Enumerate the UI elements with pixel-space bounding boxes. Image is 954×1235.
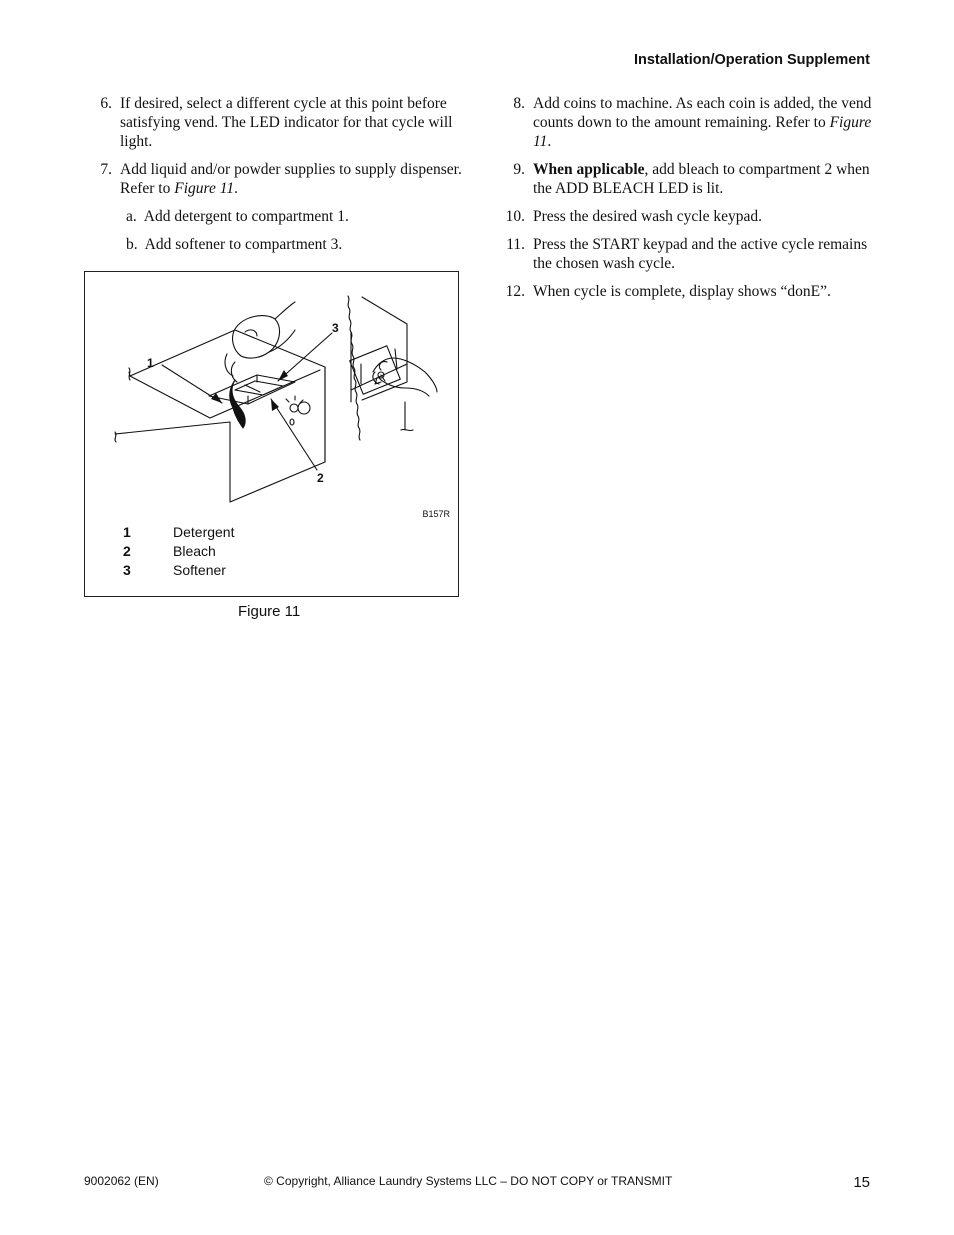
step-number: 6. (100, 95, 112, 112)
step-number: 8. (513, 95, 525, 112)
step-number: 7. (100, 161, 112, 178)
step-text-end: . (234, 180, 238, 197)
left-column (84, 94, 462, 263)
copyright-notice: © Copyright, Alliance Laundry Systems LLC – DO NOT COPY or TRANSMIT (264, 1174, 673, 1188)
step-number: 10. (505, 208, 525, 225)
figure-11-box (84, 271, 459, 597)
figure-legend (123, 524, 234, 581)
substep-text: Add softener to compartment 3. (144, 236, 343, 253)
figure-caption: Figure 11 (238, 603, 301, 620)
step-emphasis: When applicable (533, 161, 645, 178)
page-number: 15 (853, 1174, 870, 1191)
substep-letter: a. (126, 208, 137, 225)
legend-number: 2 (123, 543, 131, 559)
step-10 (497, 207, 877, 226)
step-8 (497, 94, 877, 151)
step-text: If desired, select a different cycle at this point before satisfying vend. The LED indicator for that cycle will light. (120, 95, 453, 150)
callout-3: 3 (332, 321, 339, 335)
substep-b (84, 235, 462, 254)
legend-label: Softener (173, 562, 226, 578)
step-9 (497, 160, 877, 198)
step-text: , add bleach to compartment 2 when the ADD BLEACH LED is lit. (533, 161, 870, 197)
figure-reference: Figure 11 (174, 180, 235, 197)
legend-number: 3 (123, 562, 131, 578)
step-text: Press the START keypad and the active cycle remains the chosen wash cycle. (533, 236, 868, 272)
step-6 (84, 94, 462, 151)
step-12 (497, 282, 877, 301)
substep-letter: b. (126, 236, 138, 253)
legend-row (123, 524, 234, 543)
step-text: When cycle is complete, display shows “donE”. (533, 283, 831, 300)
callout-2: 2 (317, 471, 324, 485)
step-11 (497, 235, 877, 273)
step-number: 12. (505, 283, 525, 300)
step-number: 9. (513, 161, 525, 178)
substep-text: Add detergent to compartment 1. (143, 208, 349, 225)
step-number: 11. (506, 236, 525, 253)
step-text-end: . (547, 133, 552, 150)
legend-label: Bleach (173, 543, 216, 559)
callout-1: 1 (147, 356, 154, 370)
legend-row (123, 543, 234, 562)
step-text: Press the desired wash cycle keypad. (533, 208, 762, 225)
legend-label: Detergent (173, 524, 235, 540)
step-text: Add liquid and/or powder supplies to supply dispenser. Refer to (120, 161, 462, 197)
running-header: Installation/Operation Supplement (633, 52, 870, 68)
figure-reference: Figure 11 (533, 114, 872, 150)
legend-number: 1 (123, 524, 131, 540)
substep-a (84, 207, 462, 226)
legend-row (123, 562, 234, 581)
right-column (497, 94, 877, 310)
step-7 (84, 160, 462, 198)
figure-code: B157R (422, 509, 450, 519)
document-number: 9002062 (EN) (84, 1174, 159, 1188)
step-text: Add coins to machine. As each coin is added, the vend counts down to the amount remaining. Refer to (533, 95, 872, 131)
